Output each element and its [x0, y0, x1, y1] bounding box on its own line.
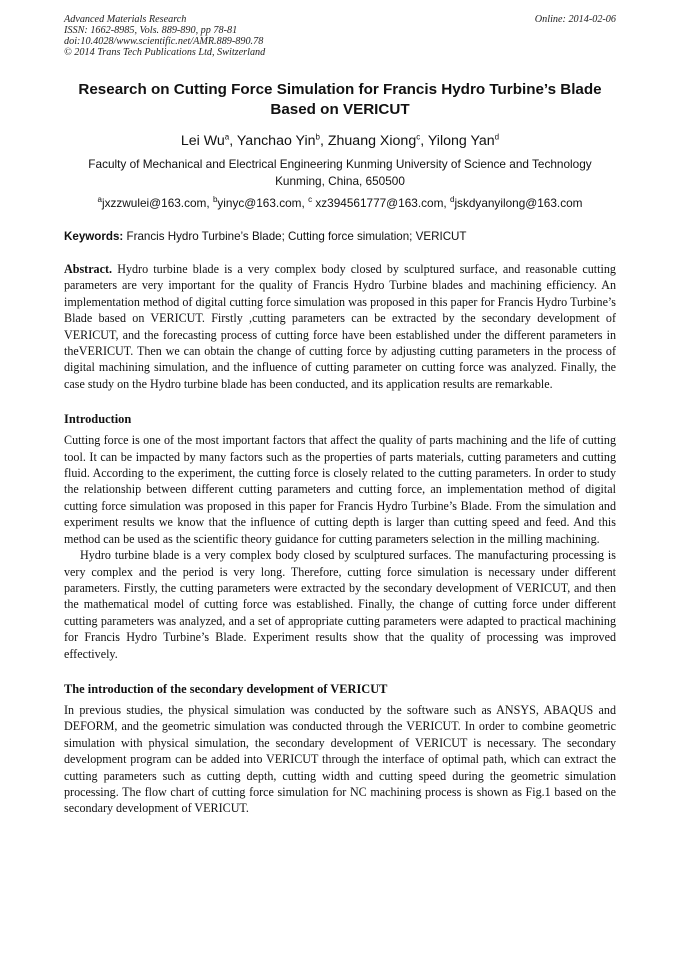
journal-doi: doi:10.4028/www.scientific.net/AMR.889-890.78	[64, 36, 264, 47]
section-heading: Introduction	[64, 412, 132, 427]
body-paragraph: Cutting force is one of the most important factors that affect the quality of parts machining and the life of cutting tool. It can be impacted by many factors such as the properties of parts materials, cutting parameters and cutting fluid. According to the experiment, the cutting force is closely related to the cutting parameters. In order to study the relationship between different cutting parameters and cutting force, an implementation method of digital cutting force simulation was proposed in this paper for Francis Hydro Turbine’s Blade. From the simulation and experiment results we know that the influence of cutting depth is larger than cutting speed and feed. And this method can be used as the scientific theory guidance for cutting parameters selection in the milling machining.	[64, 433, 616, 546]
keywords	[64, 229, 616, 245]
author: Yanchao Yin$^b$,	[236, 132, 328, 149]
email-list	[64, 195, 616, 212]
keywords-label: Keywords:	[64, 230, 124, 243]
email[interactable]: $^b$yinyc@163.com,	[212, 195, 309, 210]
keywords-text: Francis Hydro Turbine’s Blade; Cutting force simulation; VERICUT	[126, 230, 467, 243]
journal-issn: ISSN: 1662-8985, Vols. 889-890, pp 78-81	[64, 25, 238, 36]
journal-name: Advanced Materials Research	[64, 14, 187, 25]
paper-title: Research on Cutting Force Simulation for Francis Hydro Turbine’s Blade Based on VERICUT	[78, 81, 602, 118]
email[interactable]: $^c$ xz394561777@163.com,	[308, 195, 450, 210]
affiliation: Faculty of Mechanical and Electrical Engineering Kunming University of Science and Technology Kunming, China, 650500	[88, 157, 592, 188]
email[interactable]: $^d$jskdyanyilong@163.com	[449, 195, 583, 210]
author-list	[64, 131, 616, 151]
author: Yilong Yan$^d$	[427, 132, 500, 149]
email[interactable]: $^a$jxzzwulei@163.com,	[97, 195, 213, 210]
journal-header	[64, 14, 616, 58]
section-heading: The introduction of the secondary development of VERICUT	[64, 681, 388, 696]
online-date: Online: 2014-02-06	[534, 14, 616, 25]
abstract	[64, 261, 616, 392]
author: Zhuang Xiong$^c$,	[327, 132, 428, 149]
journal-copyright: © 2014 Trans Tech Publications Ltd, Switzerland	[64, 47, 266, 58]
body-paragraph: Hydro turbine blade is a very complex body closed by sculptured surfaces. The manufacturing processing is very complex and the period is very long. Therefore, cutting force simulation is necessary under different parameters. Firstly, the cutting parameters were extracted by the secondary development of VERICUT, and then the mathematical model of cutting force was established. Finally, the change of cutting force under different cutting parameters was analyzed, and a set of appropriate cutting parameters were adapted to practical machining for Francis Hydro Turbine’s Blade. Experiment results show that the quality of processing was improved effectively.	[64, 548, 616, 661]
author: Lei Wu$^a$,	[180, 132, 237, 149]
body-paragraph: In previous studies, the physical simulation was conducted by the software such as ANSYS, ABAQUS and DEFORM, and the geometric simulation was conducted through the VERICUT. In order to combine geometric simulation with physical simulation, the secondary development of VERICUT is necessary. The secondary development program can be added into VERICUT through the interface of optimal path, which can extract the cutting parameters such as cutting depth, cutting width and cutting speed during the geometric simulation processing. The flow chart of cutting force simulation for NC machining process is shown as Fig.1 based on the secondary development of VERICUT.	[64, 702, 616, 816]
paper-page	[64, 14, 616, 817]
abstract-label: Abstract.	[64, 262, 113, 276]
abstract-text: Hydro turbine blade is a very complex body closed by sculptured surface, and reasonable cutting parameters are very important for the quality of Francis Hydro Turbine blades and machining efficiency. An implementation method of digital cutting force simulation was proposed in this paper for Francis Hydro Turbine’s Blade based on VERICUT. Firstly ,cutting parameters can be extracted by the secondary development of VERICUT, and the forecasting process of cutting force have been established under the different parameters in theVERICUT. Then we can obtain the change of cutting force by adjusting cutting parameters in the process of digital machining simulation, and the influence of cutting parameter on cutting force was analyzed. Finally, the case study on the Hydro turbine blade has been conducted, and its application results are remarkable.	[64, 262, 616, 391]
